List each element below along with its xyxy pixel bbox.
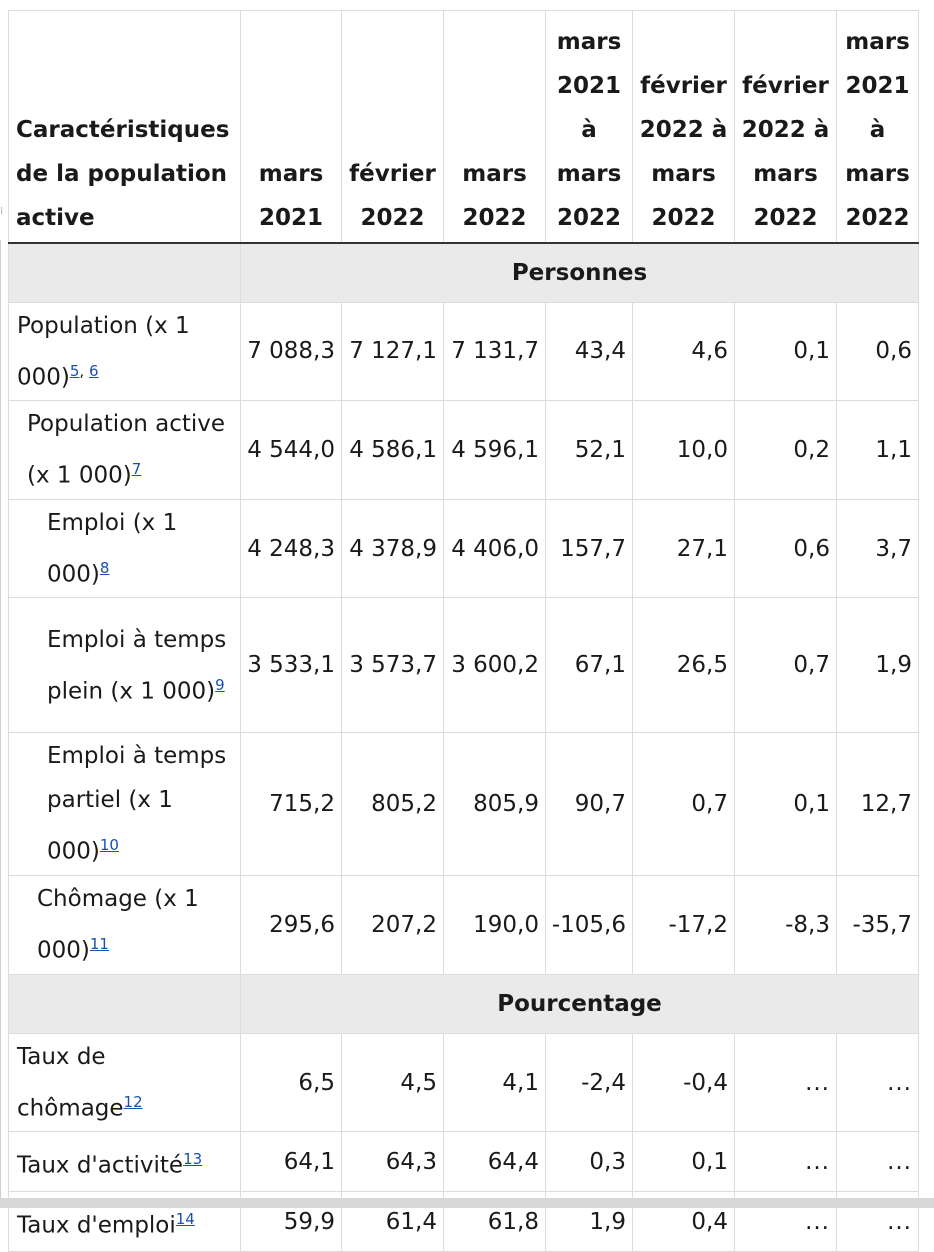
value-cell: 3 533,1 <box>241 598 342 733</box>
row-label-cell <box>9 598 241 733</box>
value-cell: 7 131,7 <box>444 302 546 401</box>
section-row <box>9 243 919 303</box>
section-title: Pourcentage <box>241 974 919 1033</box>
column-header: février 2022 à mars 2022 <box>735 11 837 243</box>
table-body <box>9 243 919 1252</box>
horizontal-scrollbar[interactable] <box>0 1198 934 1208</box>
value-cell: ... <box>735 1033 837 1132</box>
column-header: mars 2021 à mars 2022 <box>546 11 633 243</box>
value-cell: 0,7 <box>735 598 837 733</box>
value-cell: 190,0 <box>444 876 546 975</box>
table-row <box>9 876 919 975</box>
value-cell: 1,1 <box>837 401 919 500</box>
value-cell: 27,1 <box>633 499 735 598</box>
value-cell: 4,6 <box>633 302 735 401</box>
section-title: Personnes <box>241 243 919 303</box>
value-cell: 3,7 <box>837 499 919 598</box>
value-cell: 10,0 <box>633 401 735 500</box>
footnote-link[interactable]: 6 <box>88 361 99 380</box>
value-cell: -35,7 <box>837 876 919 975</box>
table-row <box>9 598 919 733</box>
value-cell: 7 088,3 <box>241 302 342 401</box>
row-label: Taux de chômage <box>17 1043 124 1122</box>
value-cell: 4 596,1 <box>444 401 546 500</box>
value-cell: ... <box>837 1192 919 1252</box>
value-cell: 64,3 <box>342 1132 444 1192</box>
value-cell: -2,4 <box>546 1033 633 1132</box>
table-left-border <box>0 240 1 1198</box>
row-label: Taux d'emploi <box>17 1212 176 1239</box>
scroll-shadow: ⁞ <box>0 206 4 217</box>
footnote-link[interactable]: 9 <box>215 675 225 694</box>
footnote-link[interactable]: 11 <box>89 935 109 954</box>
value-cell: 715,2 <box>241 733 342 876</box>
value-cell: 4 378,9 <box>342 499 444 598</box>
row-label: Population active (x 1 000) <box>27 411 226 489</box>
table-row <box>9 1132 919 1192</box>
value-cell: 4,1 <box>444 1033 546 1132</box>
row-label: Emploi (x 1 000) <box>47 509 178 588</box>
value-cell: 3 600,2 <box>444 598 546 733</box>
value-cell: 157,7 <box>546 499 633 598</box>
footnote-link[interactable]: 7 <box>131 460 142 479</box>
value-cell: 4 586,1 <box>342 401 444 500</box>
row-label-cell <box>9 876 241 975</box>
value-cell: 0,6 <box>837 302 919 401</box>
value-cell: 67,1 <box>546 598 633 733</box>
value-cell: 1,9 <box>837 598 919 733</box>
value-cell: 0,1 <box>735 302 837 401</box>
value-cell: 0,1 <box>633 1132 735 1192</box>
value-cell: 1,9 <box>546 1192 633 1252</box>
labour-force-table <box>8 10 919 1252</box>
value-cell: 43,4 <box>546 302 633 401</box>
value-cell: 26,5 <box>633 598 735 733</box>
value-cell: 59,9 <box>241 1192 342 1252</box>
value-cell: 4 406,0 <box>444 499 546 598</box>
row-label: Population (x 1 000) <box>17 312 190 391</box>
value-cell: 4,5 <box>342 1033 444 1132</box>
table-row <box>9 302 919 401</box>
row-label-cell <box>9 499 241 598</box>
section-blank-cell <box>9 974 241 1033</box>
value-cell: 90,7 <box>546 733 633 876</box>
value-cell: 64,1 <box>241 1132 342 1192</box>
table-row <box>9 1033 919 1132</box>
value-cell: 0,7 <box>633 733 735 876</box>
value-cell: -17,2 <box>633 876 735 975</box>
footnote-link[interactable]: 5 <box>69 361 80 380</box>
column-header: février 2022 à mars 2022 <box>633 11 735 243</box>
row-label: Chômage (x 1 000) <box>37 886 199 964</box>
column-header: mars 2021 <box>241 11 342 243</box>
footnote-link[interactable]: 13 <box>183 1150 203 1169</box>
value-cell: 295,6 <box>241 876 342 975</box>
row-label-cell <box>9 401 241 500</box>
value-cell: ... <box>735 1132 837 1192</box>
value-cell: 207,2 <box>342 876 444 975</box>
row-label: Taux d'activité <box>17 1152 184 1179</box>
value-cell: 12,7 <box>837 733 919 876</box>
value-cell: 61,8 <box>444 1192 546 1252</box>
section-row <box>9 974 919 1033</box>
value-cell: ... <box>837 1132 919 1192</box>
value-cell: 805,2 <box>342 733 444 876</box>
value-cell: 61,4 <box>342 1192 444 1252</box>
table-row <box>9 733 919 876</box>
table-row <box>9 401 919 500</box>
row-label-cell <box>9 1132 241 1192</box>
footnote-link[interactable]: 12 <box>123 1092 143 1111</box>
footnote-link[interactable]: 10 <box>99 836 119 855</box>
value-cell: 0,1 <box>735 733 837 876</box>
table-header <box>9 11 919 243</box>
value-cell: 4 544,0 <box>241 401 342 500</box>
column-header: mars 2021 à mars 2022 <box>837 11 919 243</box>
value-cell: -0,4 <box>633 1033 735 1132</box>
footnote-link[interactable]: 8 <box>99 558 110 577</box>
value-cell: 0,2 <box>735 401 837 500</box>
value-cell: -105,6 <box>546 876 633 975</box>
value-cell: -8,3 <box>735 876 837 975</box>
footnote-link[interactable]: 14 <box>175 1210 195 1229</box>
value-cell: 6,5 <box>241 1033 342 1132</box>
value-cell: 0,3 <box>546 1132 633 1192</box>
value-cell: 7 127,1 <box>342 302 444 401</box>
value-cell: 0,4 <box>633 1192 735 1252</box>
table-row <box>9 499 919 598</box>
value-cell: ... <box>837 1033 919 1132</box>
value-cell: ... <box>735 1192 837 1252</box>
row-label-cell: Population (x 1 000)$^{5, 6}$ <box>9 302 241 401</box>
column-header: mars 2022 <box>444 11 546 243</box>
row-label: Emploi à temps partiel (x 1 000) <box>47 743 227 866</box>
value-cell: 0,6 <box>735 499 837 598</box>
value-cell: 52,1 <box>546 401 633 500</box>
row-label: Emploi à temps plein (x 1 000) <box>47 626 227 705</box>
column-header-characteristics: Caractéristiques de la population active <box>9 11 241 243</box>
value-cell: 805,9 <box>444 733 546 876</box>
value-cell: 3 573,7 <box>342 598 444 733</box>
value-cell: 64,4 <box>444 1132 546 1192</box>
column-header: février 2022 <box>342 11 444 243</box>
row-label-cell <box>9 733 241 876</box>
value-cell: 4 248,3 <box>241 499 342 598</box>
row-label-cell <box>9 1033 241 1132</box>
section-blank-cell <box>9 243 241 303</box>
